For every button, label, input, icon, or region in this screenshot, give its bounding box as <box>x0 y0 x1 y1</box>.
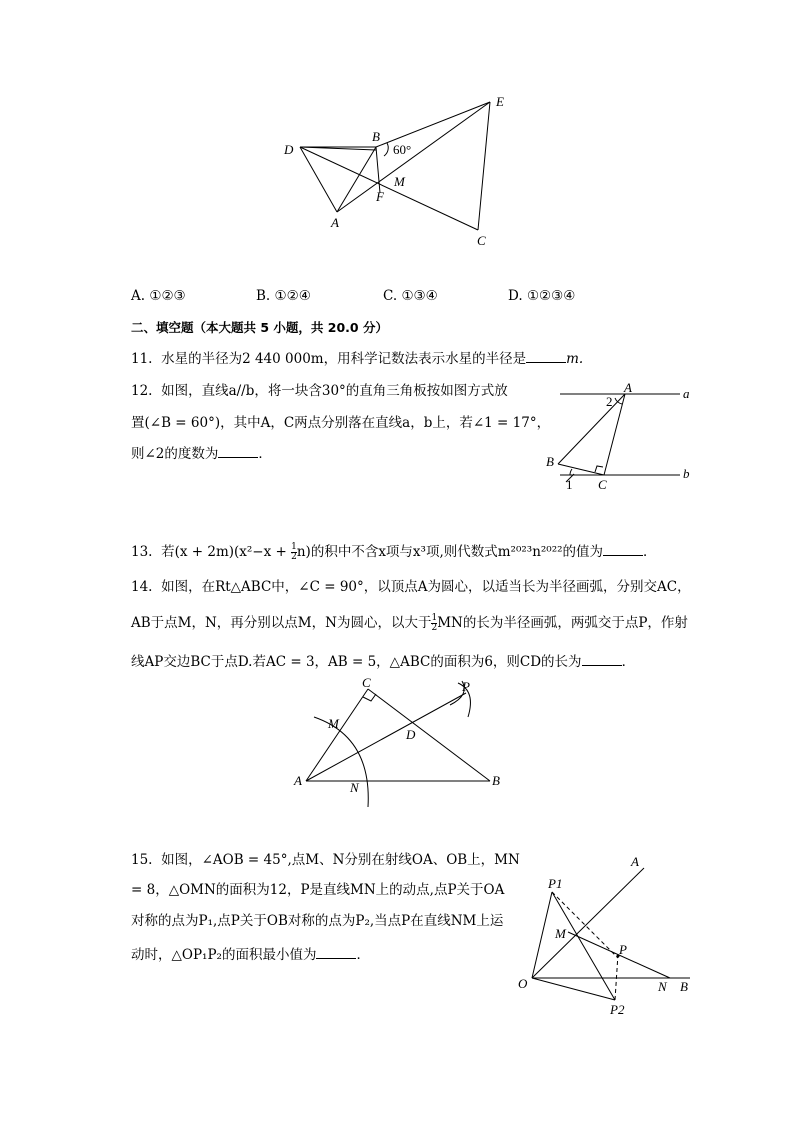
fig15-label-p1: P1 <box>548 876 563 891</box>
q12-line3 <box>131 443 272 464</box>
q15-answer-blank[interactable] <box>316 944 356 959</box>
q13-text-post: n)的积中不含x项与x³项,则代数式m²⁰²³n²⁰²²的值为 <box>296 544 604 560</box>
option-d-text: ①②③④ <box>526 288 576 304</box>
option-b-text: ①②④ <box>274 288 311 304</box>
fig14-label-p: P <box>462 679 470 694</box>
fig14-label-c: C <box>362 677 371 690</box>
q11-tail: m. <box>566 351 584 367</box>
q14-text-line1: 如图，在Rt△ABC中，∠C = 90°，以顶点A为圆心，以适当长为半径画弧，分别交AC， <box>161 579 691 595</box>
section-heading: 二、填空题（本大题共 5 小题，共 20.0 分） <box>131 320 388 335</box>
q13-tail: ． <box>643 544 657 560</box>
fig10-label-a: A <box>331 215 339 230</box>
fig10-angle: 60° <box>393 142 412 157</box>
q12-number: 12. <box>131 383 153 399</box>
fig10-label-b: B <box>372 129 380 144</box>
fig15-label-p: P <box>619 942 627 957</box>
fig14-label-m: M <box>328 716 339 731</box>
q11 <box>131 348 583 369</box>
figure-q14 <box>290 677 510 812</box>
option-b <box>256 288 311 304</box>
fig15-label-b: B <box>680 979 688 994</box>
fig14-label-n: N <box>350 780 359 795</box>
q15-tail: ． <box>356 947 370 963</box>
option-c <box>383 288 438 304</box>
q15-text-line2: = 8，△OMN的面积为12，P是直线MN上的动点,点P关于OA <box>131 882 505 898</box>
q14-number: 14. <box>131 579 153 595</box>
q13-text-pre: 若(x + 2m)(x²−x + <box>161 544 292 560</box>
fig12-label-a: A <box>624 380 632 395</box>
q12-tail: ． <box>258 446 272 462</box>
q13-frac-num: 1 <box>291 542 297 552</box>
q12-line2 <box>131 413 550 433</box>
q14-frac-num: 1 <box>431 613 438 623</box>
option-c-letter: C. <box>383 288 398 304</box>
fig15-label-m: M <box>555 926 566 941</box>
option-c-text: ①③④ <box>401 288 438 304</box>
fig12-label-1: 1 <box>566 477 573 492</box>
q13-answer-blank[interactable] <box>603 541 643 556</box>
q15-line2 <box>131 880 504 900</box>
q15-text-line1: 如图，∠AOB = 45°,点M、N分别在射线OA、OB上，MN <box>161 852 520 868</box>
figure-q12 <box>540 378 705 493</box>
q13 <box>131 541 657 562</box>
fig10-label-e: E <box>496 94 504 109</box>
fig12-label-b-point: B <box>546 454 554 469</box>
q14-line2 <box>131 613 688 633</box>
q14-frac-den: 2 <box>431 623 438 633</box>
fig10-label-f: F <box>376 189 384 204</box>
option-d-letter: D. <box>508 288 523 304</box>
option-b-letter: B. <box>256 288 271 304</box>
q13-number: 13. <box>131 544 153 560</box>
fig10-label-c: C <box>477 233 486 248</box>
q14-line3 <box>131 651 635 672</box>
q13-frac-den: 2 <box>291 552 297 562</box>
q15-line4 <box>131 944 370 965</box>
q15-text-line3: 对称的点为P₁,点P关于OB对称的点为P₂,当点P在直线NM上运 <box>131 913 504 929</box>
q14-tail: ． <box>621 654 636 670</box>
fig15-label-n: N <box>658 979 667 994</box>
option-a-text: ①②③ <box>149 288 186 304</box>
q14-text-line2b: MN的长为半径画弧，两弧交于点P，作射 <box>437 615 688 631</box>
q12-text-line2: 置(∠B = 60°)，其中A，C两点分别落在直线a，b上，若∠1 = 17°， <box>131 415 551 431</box>
fig14-label-b: B <box>492 773 500 788</box>
fig12-label-line-a: a <box>683 386 690 401</box>
fig15-label-o: O <box>518 976 528 991</box>
fig15-label-p2: P2 <box>610 1002 625 1017</box>
q14-line1 <box>131 577 691 597</box>
q15-text-line4: 动时，△OP₁P₂的面积最小值为 <box>131 947 317 963</box>
q14-text-line2a: AB于点M，N，再分别以点M，N为圆心，以大于 <box>131 615 432 631</box>
fig10-label-m: M <box>394 174 405 189</box>
figure-q15 <box>510 850 710 1025</box>
fig15-label-a: A <box>631 854 639 869</box>
fig14-label-d: D <box>406 727 416 742</box>
q14-answer-blank[interactable] <box>582 651 622 666</box>
fig12-label-2: 2 <box>606 394 613 409</box>
fig12-label-c: C <box>598 477 607 492</box>
q14-text-line3: 线AP交边BC于点D.若AC = 3，AB = 5，△ABC的面积为6，则CD的长为 <box>131 654 582 670</box>
q15-number: 15. <box>131 852 153 868</box>
q12-answer-blank[interactable] <box>218 443 258 458</box>
fig10-label-d: D <box>284 142 294 157</box>
fig12-label-line-b: b <box>683 466 690 481</box>
option-a-letter: A. <box>131 288 146 304</box>
q12-line1 <box>131 381 508 401</box>
q15-line1 <box>131 850 520 870</box>
q12-text-line1: 如图，直线a//b，将一块含30°的直角三角板按如图方式放 <box>161 383 508 399</box>
fig14-label-a: A <box>294 773 302 788</box>
option-d <box>508 288 575 304</box>
option-a <box>131 288 186 304</box>
q11-number: 11. <box>131 351 153 367</box>
q11-answer-blank[interactable] <box>526 348 566 363</box>
figure-q10 <box>280 90 520 255</box>
q11-text: 水星的半径为2 440 000m，用科学记数法表示水星的半径是 <box>161 351 527 367</box>
q15-line3 <box>131 911 503 931</box>
q12-text-line3: 则∠2的度数为 <box>131 446 219 462</box>
